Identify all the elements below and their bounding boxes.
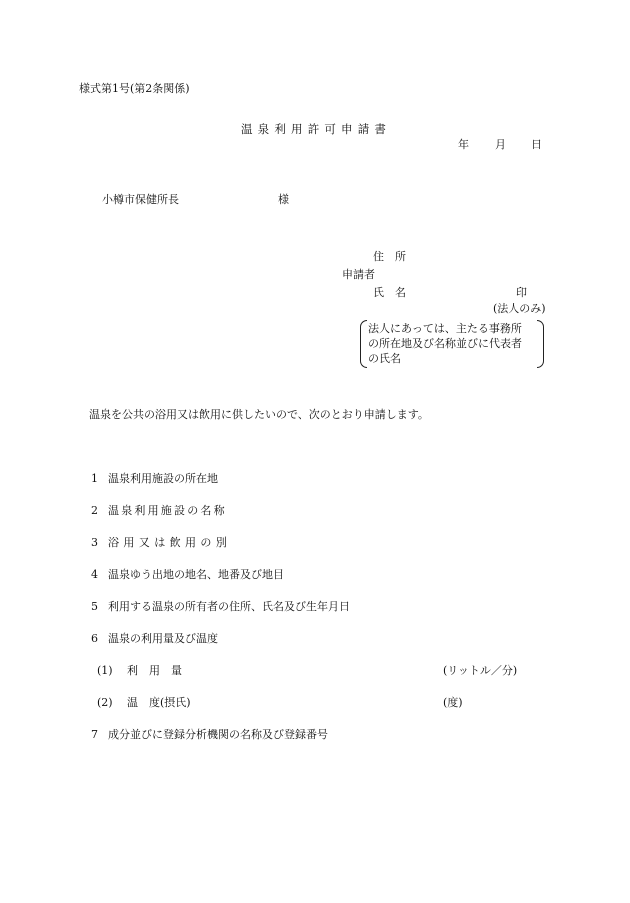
item-number: 7 [91, 728, 98, 741]
corporation-note-line: の氏名 [368, 352, 401, 365]
corporation-note-box [360, 320, 544, 368]
item-number: 1 [91, 472, 98, 485]
corporation-only-note: (法人のみ) [493, 302, 546, 315]
subitem-label: 温 度(摂氏) [127, 696, 191, 709]
subitem-label: 利 用 量 [127, 664, 182, 677]
item-label: 浴用又は飲用の別 [108, 536, 232, 549]
item-label: 温泉利用施設の名称 [108, 504, 227, 517]
applicant-label: 申請者 [342, 268, 375, 281]
date-year: 年 [458, 138, 469, 151]
intro-statement: 温泉を公共の浴用又は飲用に供したいので、次のとおり申請します。 [89, 408, 429, 421]
item-number: 4 [91, 568, 98, 581]
corporation-note-line: 法人にあっては、主たる事務所 [368, 322, 522, 335]
item-number: 3 [91, 536, 98, 549]
item-label: 温泉ゆう出地の地名、地番及び地目 [108, 568, 284, 581]
subitem-number: (2) [97, 696, 113, 709]
address-label: 住 所 [373, 250, 406, 263]
form-number: 様式第1号(第2条関係) [79, 82, 190, 95]
item-number: 6 [91, 632, 98, 645]
item-number: 5 [91, 600, 98, 613]
item-label: 温泉の利用量及び温度 [108, 632, 218, 645]
subitem-unit: (度) [443, 696, 463, 709]
subitem-unit: (リットル／分) [443, 664, 518, 677]
addressee-honorific: 様 [278, 193, 289, 206]
item-label: 温泉利用施設の所在地 [108, 472, 218, 485]
subitem-number: (1) [97, 664, 113, 677]
item-number: 2 [91, 504, 98, 517]
name-label: 氏 名 [373, 286, 406, 299]
date-day: 日 [531, 138, 542, 151]
right-bracket [537, 320, 544, 368]
corporation-note-text [368, 321, 540, 366]
addressee-name: 小樽市保健所長 [102, 193, 179, 206]
date-month: 月 [495, 138, 506, 151]
corporation-note-line: の所在地及び名称並びに代表者 [368, 337, 522, 350]
item-label: 利用する温泉の所有者の住所、氏名及び生年月日 [108, 600, 350, 613]
left-bracket [360, 320, 367, 368]
seal-mark: 印 [516, 286, 527, 299]
item-label: 成分並びに登録分析機関の名称及び登録番号 [108, 728, 328, 741]
form-title: 温泉利用許可申請書 [241, 122, 392, 136]
